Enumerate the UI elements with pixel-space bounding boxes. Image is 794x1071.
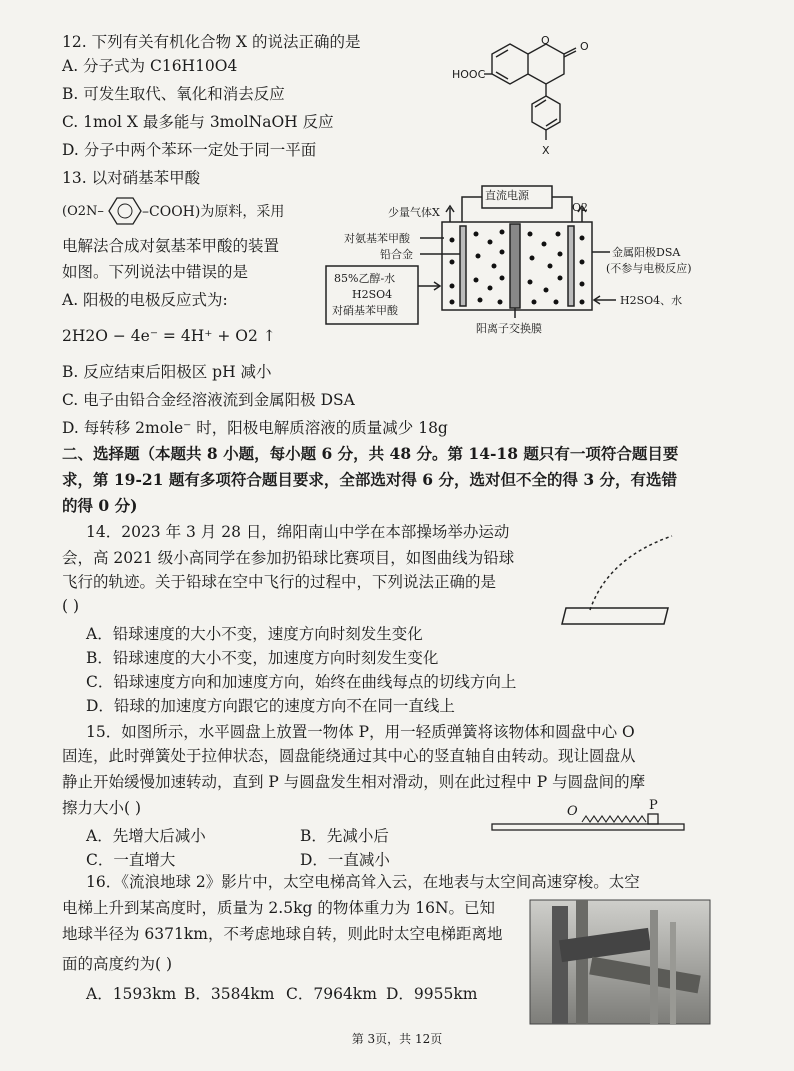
q14-line4: ( ) (62, 597, 80, 615)
q16-line3: 地球半径为 6371km，不考虑地球自转，则此时太空电梯距离地 (62, 925, 503, 943)
q14-option-a: A．铅球速度的大小不变，速度方向时刻发生变化 (86, 625, 423, 643)
q13-option-b: B. 反应结束后阳极区 pH 减小 (62, 363, 272, 381)
disk-spring-figure (490, 806, 690, 836)
fig-left-box-line2: H2SO4 (352, 288, 393, 301)
object-p-label: P (649, 798, 658, 813)
q15-line2: 固连，此时弹簧处于拉伸状态，圆盘能绕通过其中心的竖直轴自由转动。现让圆盘从 (62, 747, 636, 765)
molecule-o-carbonyl-label: O (580, 40, 589, 53)
molecule-x-figure (450, 28, 590, 158)
section2-line2: 求，第 19-21 题有多项符合题目要求，全部选对得 6 分，选对但不全的得 3 分，有选错 (62, 470, 678, 489)
disk-center-o-label: O (567, 804, 578, 819)
q15-option-b: B．先减小后 (300, 827, 389, 845)
q14-option-c: C．铅球速度方向和加速度方向，始终在曲线每点的切线方向上 (86, 673, 517, 691)
q13-reagent-prefix: (O2N– (62, 204, 104, 219)
q15-line1: 15．如图所示，水平圆盘上放置一物体 P，用一轻质弹簧将该物体和圆盘中心 O (86, 723, 635, 741)
fig-power-label: 直流电源 (485, 189, 529, 202)
q13-stem: 13. 以对硝基苯甲酸 (62, 169, 201, 187)
q12-option-d: D. 分子中两个苯环一定处于同一平面 (62, 141, 317, 159)
molecule-o-ring-label: O (541, 34, 550, 47)
q13-reagent-suffix: –COOH)为原料，采用 (142, 204, 285, 220)
q15-option-c: C．一直增大 (86, 851, 176, 869)
fig-left-box-line3: 对硝基苯甲酸 (332, 304, 398, 317)
section2-line3: 的得 0 分) (62, 496, 138, 515)
section2-line1: 二、选择题（本题共 8 小题，每小题 6 分，共 48 分。第 14-18 题只有一项符合题目要 (62, 444, 679, 463)
shot-put-trajectory-figure (560, 530, 680, 630)
fig-anode-note: (不参与电极反应) (606, 262, 692, 275)
q16-line4: 面的高度约为( ) (62, 955, 173, 973)
q14-line1: 14．2023 年 3 月 28 日，绵阳南山中学在本部操场举办运动 (86, 523, 510, 541)
q13-line3: 电解法合成对氨基苯甲酸的装置 (62, 237, 280, 255)
q12-stem: 12. 下列有关有机化合物 X 的说法正确的是 (62, 33, 361, 51)
fig-lead-label: 铅合金 (380, 248, 413, 261)
fig-gas-x-label: 少量气体X (388, 206, 440, 219)
fig-product-label: 对氨基苯甲酸 (344, 232, 410, 245)
q16-option-a: A．1593km (86, 985, 177, 1003)
q15-option-d: D．一直减小 (300, 851, 390, 869)
q15-option-a: A．先增大后减小 (86, 827, 206, 845)
q15-line3: 静止开始缓慢加速转动，直到 P 与圆盘发生相对滑动，则在此过程中 P 与圆盘间的摩 (62, 773, 646, 791)
q16-option-d: D．9955km (386, 985, 478, 1003)
fig-membrane-label: 阳离子交换膜 (476, 322, 542, 335)
fig-left-box-line1: 85%乙醇-水 (334, 272, 396, 285)
q13-option-d: D. 每转移 2mole⁻ 时，阳极电解质溶液的质量减少 18g (62, 419, 448, 437)
page-footer: 第 3页，共 12页 (351, 1032, 443, 1046)
q16-option-b: B．3584km (184, 985, 275, 1003)
q15-line4: 擦力大小( ) (62, 799, 142, 817)
q16-line2: 电梯上升到某高度时，质量为 2.5kg 的物体重力为 16N。已知 (62, 899, 496, 917)
space-elevator-photo (530, 900, 710, 1024)
q13-option-a: A. 阳极的电极反应式为: (62, 291, 228, 309)
q13-equation: 2H2O − 4e⁻ = 4H⁺ + O2 ↑ (62, 327, 276, 345)
q16-line1: 16．《流浪地球 2》影片中，太空电梯高耸入云，在地表与太空间高速穿梭。太空 (86, 873, 640, 891)
q14-option-d: D．铅球的加速度方向跟它的速度方向不在同一直线上 (86, 697, 455, 715)
q12-option-c: C. 1mol X 最多能与 3molNaOH 反应 (62, 113, 334, 131)
q14-line2: 会，高 2021 级小高同学在参加扔铅球比赛项目，如图曲线为铅球 (62, 549, 515, 567)
fig-o2-label: O2 (572, 201, 589, 214)
q16-option-c: C．7964km (286, 985, 377, 1003)
q14-option-b: B．铅球速度的大小不变，加速度方向时刻发生变化 (86, 649, 439, 667)
q13-line4: 如图。下列说法中错误的是 (62, 263, 249, 281)
benzene-ring-icon (108, 196, 142, 226)
fig-right-input-label: H2SO4、水 (620, 294, 683, 307)
molecule-x-label: X (542, 144, 550, 157)
fig-anode-label: 金属阳极DSA (612, 246, 681, 259)
q12-option-b: B. 可发生取代、氧化和消去反应 (62, 85, 285, 103)
q12-option-a: A. 分子式为 C16H10O4 (62, 57, 238, 75)
q14-line3: 飞行的轨迹。关于铅球在空中飞行的过程中，下列说法正确的是 (62, 573, 497, 591)
q13-option-c: C. 电子由铅合金经溶液流到金属阳极 DSA (62, 391, 355, 409)
molecule-cooh-label: HOOC (452, 68, 486, 81)
